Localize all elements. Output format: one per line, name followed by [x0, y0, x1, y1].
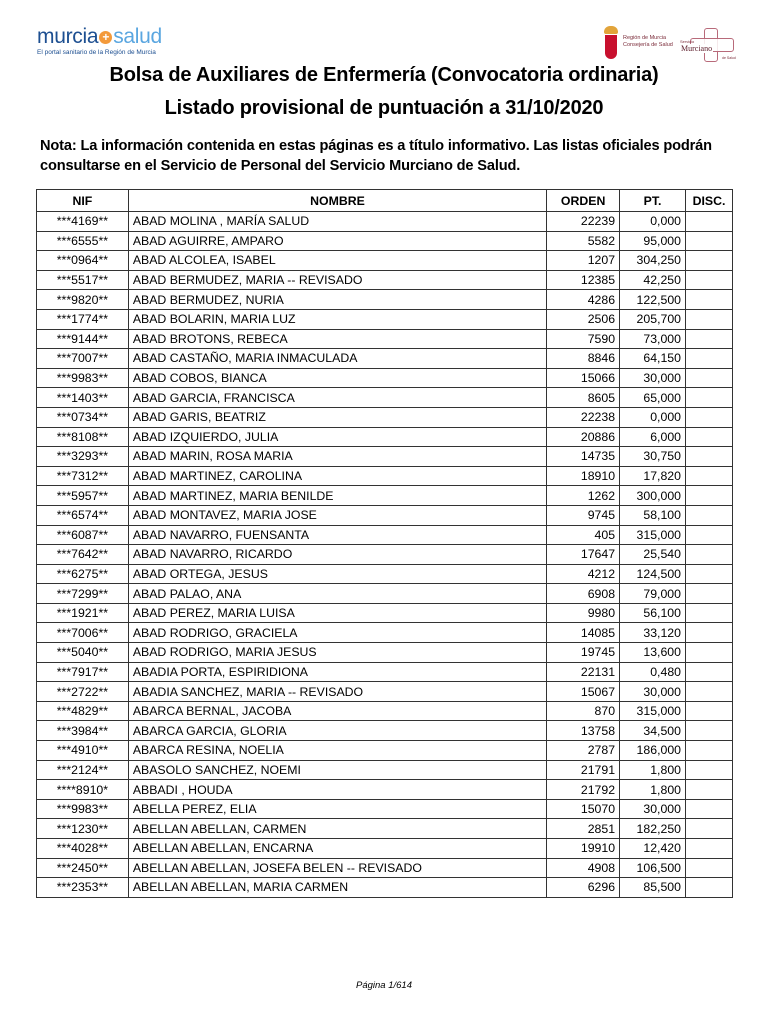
- cell-orden: 4286: [547, 290, 620, 310]
- sms-sub-text: de Salud: [722, 56, 736, 60]
- cell-pt: 30,000: [620, 682, 686, 702]
- cell-disc: [686, 878, 733, 898]
- table-header-row: [37, 190, 733, 212]
- cell-disc: [686, 701, 733, 721]
- cell-nif: ***7006**: [37, 623, 129, 643]
- logo-tagline: El portal sanitario de la Región de Murcia: [37, 49, 156, 56]
- cell-pt: 64,150: [620, 349, 686, 369]
- cell-disc: [686, 212, 733, 232]
- cell-disc: [686, 505, 733, 525]
- cell-orden: 22238: [547, 407, 620, 427]
- cell-orden: 22131: [547, 662, 620, 682]
- cell-nif: ***6087**: [37, 525, 129, 545]
- cell-orden: 18910: [547, 466, 620, 486]
- column-header-pt: PT.: [620, 190, 686, 212]
- cell-orden: 15070: [547, 799, 620, 819]
- cell-pt: 33,120: [620, 623, 686, 643]
- cell-disc: [686, 819, 733, 839]
- cell-orden: 6908: [547, 584, 620, 604]
- table-row: [37, 447, 733, 467]
- cell-nif: ***7312**: [37, 466, 129, 486]
- table-row: [37, 270, 733, 290]
- cell-orden: 7590: [547, 329, 620, 349]
- table-row: [37, 878, 733, 898]
- table-row: [37, 564, 733, 584]
- cell-nombre: ABAD MARIN, ROSA MARIA: [128, 447, 546, 467]
- cell-disc: [686, 545, 733, 565]
- cell-nif: ***2353**: [37, 878, 129, 898]
- table-row: [37, 545, 733, 565]
- cell-nif: ***7642**: [37, 545, 129, 565]
- table-row: [37, 819, 733, 839]
- cell-nif: ***4028**: [37, 839, 129, 859]
- cell-pt: 30,000: [620, 368, 686, 388]
- cell-nif: ***7299**: [37, 584, 129, 604]
- cell-nif: ***7007**: [37, 349, 129, 369]
- cell-nombre: ABAD MONTAVEZ, MARIA JOSE: [128, 505, 546, 525]
- cell-orden: 1262: [547, 486, 620, 506]
- cell-nombre: ABADIA PORTA, ESPIRIDIONA: [128, 662, 546, 682]
- cell-nombre: ABAD IZQUIERDO, JULIA: [128, 427, 546, 447]
- murciasalud-wordmark: [37, 27, 162, 47]
- cell-nif: ***0734**: [37, 407, 129, 427]
- column-header-orden: ORDEN: [547, 190, 620, 212]
- cell-nombre: ABELLAN ABELLAN, JOSEFA BELEN -- REVISADO: [128, 858, 546, 878]
- cell-disc: [686, 799, 733, 819]
- cell-orden: 15066: [547, 368, 620, 388]
- cell-pt: 1,800: [620, 760, 686, 780]
- cell-nif: ***8108**: [37, 427, 129, 447]
- cell-nif: ***3984**: [37, 721, 129, 741]
- cell-pt: 30,000: [620, 799, 686, 819]
- table-row: [37, 368, 733, 388]
- cell-disc: [686, 564, 733, 584]
- cell-disc: [686, 447, 733, 467]
- cell-pt: 0,000: [620, 212, 686, 232]
- brand-murcia: murcia: [37, 25, 99, 48]
- cell-nombre: ABARCA BERNAL, JACOBA: [128, 701, 546, 721]
- cell-orden: 15067: [547, 682, 620, 702]
- cell-disc: [686, 309, 733, 329]
- murciasalud-logo: [37, 27, 162, 56]
- cell-nif: ***2124**: [37, 760, 129, 780]
- cell-nombre: ABAD MARTINEZ, CAROLINA: [128, 466, 546, 486]
- table-row: [37, 251, 733, 271]
- cell-orden: 19745: [547, 643, 620, 663]
- cell-nif: ***6275**: [37, 564, 129, 584]
- cell-pt: 56,100: [620, 603, 686, 623]
- cell-nombre: ABAD BOLARIN, MARIA LUZ: [128, 309, 546, 329]
- sms-small-text: Servicio: [680, 39, 695, 44]
- cell-disc: [686, 839, 733, 859]
- score-table: [36, 189, 733, 898]
- region-crest-icon: [604, 26, 618, 60]
- cell-disc: [686, 721, 733, 741]
- cell-disc: [686, 603, 733, 623]
- cell-disc: [686, 349, 733, 369]
- cell-orden: 2787: [547, 741, 620, 761]
- cell-disc: [686, 388, 733, 408]
- cell-orden: 22239: [547, 212, 620, 232]
- region-line-2: Consejería de Salud: [623, 42, 673, 48]
- cell-nif: ***4910**: [37, 741, 129, 761]
- cell-orden: 9980: [547, 603, 620, 623]
- cell-pt: 122,500: [620, 290, 686, 310]
- cell-disc: [686, 329, 733, 349]
- cell-pt: 30,750: [620, 447, 686, 467]
- cell-nombre: ABASOLO SANCHEZ, NOEMI: [128, 760, 546, 780]
- cell-nombre: ABAD ORTEGA, JESUS: [128, 564, 546, 584]
- cell-orden: 2506: [547, 309, 620, 329]
- cell-orden: 19910: [547, 839, 620, 859]
- cell-orden: 4212: [547, 564, 620, 584]
- cell-orden: 13758: [547, 721, 620, 741]
- cell-nombre: ABELLAN ABELLAN, MARIA CARMEN: [128, 878, 546, 898]
- cell-nombre: ABAD AGUIRRE, AMPARO: [128, 231, 546, 251]
- cell-nif: ***2450**: [37, 858, 129, 878]
- cell-orden: 405: [547, 525, 620, 545]
- cell-disc: [686, 741, 733, 761]
- cell-disc: [686, 427, 733, 447]
- cell-orden: 9745: [547, 505, 620, 525]
- table-row: [37, 231, 733, 251]
- cell-nombre: ABAD GARIS, BEATRIZ: [128, 407, 546, 427]
- region-line-1: Región de Murcia: [623, 35, 667, 41]
- cell-nombre: ABARCA RESINA, NOELIA: [128, 741, 546, 761]
- cell-disc: [686, 368, 733, 388]
- table-row: [37, 603, 733, 623]
- table-row: [37, 682, 733, 702]
- cell-nombre: ABAD RODRIGO, MARIA JESUS: [128, 643, 546, 663]
- table-row: [37, 290, 733, 310]
- cell-orden: 21792: [547, 780, 620, 800]
- cell-nif: ***4169**: [37, 212, 129, 232]
- cell-nombre: ABADIA SANCHEZ, MARIA -- REVISADO: [128, 682, 546, 702]
- sms-name: Murciano: [681, 44, 713, 53]
- cell-disc: [686, 231, 733, 251]
- table-row: [37, 643, 733, 663]
- cell-nif: ***5517**: [37, 270, 129, 290]
- cell-disc: [686, 251, 733, 271]
- cell-disc: [686, 290, 733, 310]
- cell-disc: [686, 858, 733, 878]
- cell-pt: 304,250: [620, 251, 686, 271]
- cell-pt: 12,420: [620, 839, 686, 859]
- table-row: [37, 780, 733, 800]
- cell-nombre: ABAD MARTINEZ, MARIA BENILDE: [128, 486, 546, 506]
- cell-nombre: ABAD RODRIGO, GRACIELA: [128, 623, 546, 643]
- cell-nif: ***4829**: [37, 701, 129, 721]
- cell-nif: ***9983**: [37, 799, 129, 819]
- table-row: [37, 486, 733, 506]
- cell-nif: ***7917**: [37, 662, 129, 682]
- cell-pt: 79,000: [620, 584, 686, 604]
- cell-orden: 17647: [547, 545, 620, 565]
- cell-nombre: ABELLAN ABELLAN, CARMEN: [128, 819, 546, 839]
- table-row: [37, 701, 733, 721]
- cell-pt: 42,250: [620, 270, 686, 290]
- cell-nombre: ABBADI , HOUDA: [128, 780, 546, 800]
- cell-nif: ***1774**: [37, 309, 129, 329]
- table-row: [37, 388, 733, 408]
- cell-nif: ***1403**: [37, 388, 129, 408]
- cell-orden: 2851: [547, 819, 620, 839]
- document-title: Bolsa de Auxiliares de Enfermería (Convocatoria ordinaria): [109, 64, 659, 86]
- cell-pt: 0,480: [620, 662, 686, 682]
- cell-pt: 25,540: [620, 545, 686, 565]
- cell-disc: [686, 466, 733, 486]
- document-subtitle: Listado provisional de puntuación a 31/10/2020: [164, 97, 604, 119]
- cell-pt: 0,000: [620, 407, 686, 427]
- table-row: [37, 839, 733, 859]
- cell-nombre: ABAD PALAO, ANA: [128, 584, 546, 604]
- cell-nombre: ABAD PEREZ, MARIA LUISA: [128, 603, 546, 623]
- column-header-nif: NIF: [37, 190, 129, 212]
- cell-nombre: ABAD BROTONS, REBECA: [128, 329, 546, 349]
- cell-nif: ***1921**: [37, 603, 129, 623]
- cell-pt: 124,500: [620, 564, 686, 584]
- plus-icon: +: [99, 31, 112, 44]
- table-row: [37, 741, 733, 761]
- cell-orden: 870: [547, 701, 620, 721]
- cell-nombre: ABARCA GARCIA, GLORIA: [128, 721, 546, 741]
- cell-nombre: ABAD CASTAÑO, MARIA INMACULADA: [128, 349, 546, 369]
- table-row: [37, 212, 733, 232]
- cell-nombre: ABAD NAVARRO, FUENSANTA: [128, 525, 546, 545]
- table-row: [37, 623, 733, 643]
- cell-nombre: ABAD BERMUDEZ, NURIA: [128, 290, 546, 310]
- cell-disc: [686, 780, 733, 800]
- table-row: [37, 662, 733, 682]
- table-row: [37, 349, 733, 369]
- cell-nif: ***2722**: [37, 682, 129, 702]
- cell-orden: 1207: [547, 251, 620, 271]
- cell-disc: [686, 584, 733, 604]
- table-row: [37, 427, 733, 447]
- cell-nif: ***5040**: [37, 643, 129, 663]
- cell-orden: 20886: [547, 427, 620, 447]
- cell-nif: ***6555**: [37, 231, 129, 251]
- shield-icon: [605, 35, 617, 59]
- cell-pt: 95,000: [620, 231, 686, 251]
- cell-pt: 1,800: [620, 780, 686, 800]
- cell-nif: ***9983**: [37, 368, 129, 388]
- cell-disc: [686, 662, 733, 682]
- table-row: [37, 505, 733, 525]
- cell-disc: [686, 525, 733, 545]
- cell-nif: ***9144**: [37, 329, 129, 349]
- cell-orden: 14735: [547, 447, 620, 467]
- cell-pt: 58,100: [620, 505, 686, 525]
- cell-orden: 8605: [547, 388, 620, 408]
- table-row: [37, 525, 733, 545]
- disclaimer-note: Nota: La información contenida en estas páginas es a título informativo. Las listas oficiales podrán consultarse en el Servicio de Personal del Servicio Murciano de Salud.: [40, 138, 712, 174]
- cell-nombre: ABAD MOLINA , MARÍA SALUD: [128, 212, 546, 232]
- table-row: [37, 407, 733, 427]
- cell-pt: 182,250: [620, 819, 686, 839]
- brand-salud: salud: [113, 25, 162, 48]
- page-number: Página 1/614: [356, 980, 412, 991]
- cell-pt: 186,000: [620, 741, 686, 761]
- cell-nombre: ABAD COBOS, BIANCA: [128, 368, 546, 388]
- crown-icon: [604, 26, 618, 34]
- table-row: [37, 858, 733, 878]
- column-header-disc: DISC.: [686, 190, 733, 212]
- cell-orden: 14085: [547, 623, 620, 643]
- column-header-nombre: NOMBRE: [128, 190, 546, 212]
- cell-disc: [686, 486, 733, 506]
- institution-logos: [604, 26, 754, 62]
- table-row: [37, 760, 733, 780]
- cell-disc: [686, 407, 733, 427]
- table-row: [37, 309, 733, 329]
- cell-pt: 106,500: [620, 858, 686, 878]
- table-row: [37, 799, 733, 819]
- cell-nif: ****8910*: [37, 780, 129, 800]
- cell-disc: [686, 270, 733, 290]
- cell-disc: [686, 643, 733, 663]
- cell-nif: ***0964**: [37, 251, 129, 271]
- cell-nif: ***6574**: [37, 505, 129, 525]
- cell-orden: 5582: [547, 231, 620, 251]
- cell-pt: 300,000: [620, 486, 686, 506]
- cell-pt: 73,000: [620, 329, 686, 349]
- cell-disc: [686, 760, 733, 780]
- cell-nombre: ABAD GARCIA, FRANCISCA: [128, 388, 546, 408]
- region-text: [623, 35, 673, 49]
- table-row: [37, 584, 733, 604]
- cell-nombre: ABELLAN ABELLAN, ENCARNA: [128, 839, 546, 859]
- cell-nombre: ABAD BERMUDEZ, MARIA -- REVISADO: [128, 270, 546, 290]
- cell-orden: 6296: [547, 878, 620, 898]
- cell-pt: 85,500: [620, 878, 686, 898]
- cell-pt: 315,000: [620, 701, 686, 721]
- cell-disc: [686, 623, 733, 643]
- cell-nombre: ABAD NAVARRO, RICARDO: [128, 545, 546, 565]
- cell-orden: 8846: [547, 349, 620, 369]
- cell-pt: 315,000: [620, 525, 686, 545]
- cell-orden: 12385: [547, 270, 620, 290]
- cell-pt: 34,500: [620, 721, 686, 741]
- table-row: [37, 721, 733, 741]
- cell-pt: 17,820: [620, 466, 686, 486]
- cell-pt: 205,700: [620, 309, 686, 329]
- cell-nif: ***1230**: [37, 819, 129, 839]
- cell-orden: 4908: [547, 858, 620, 878]
- cell-nif: ***3293**: [37, 447, 129, 467]
- cell-nombre: ABELLA PEREZ, ELIA: [128, 799, 546, 819]
- cell-disc: [686, 682, 733, 702]
- cell-nombre: ABAD ALCOLEA, ISABEL: [128, 251, 546, 271]
- sms-logo: [676, 28, 750, 62]
- cell-pt: 65,000: [620, 388, 686, 408]
- cell-nif: ***5957**: [37, 486, 129, 506]
- cell-orden: 21791: [547, 760, 620, 780]
- cell-nif: ***9820**: [37, 290, 129, 310]
- cell-pt: 13,600: [620, 643, 686, 663]
- table-row: [37, 329, 733, 349]
- cell-pt: 6,000: [620, 427, 686, 447]
- table-row: [37, 466, 733, 486]
